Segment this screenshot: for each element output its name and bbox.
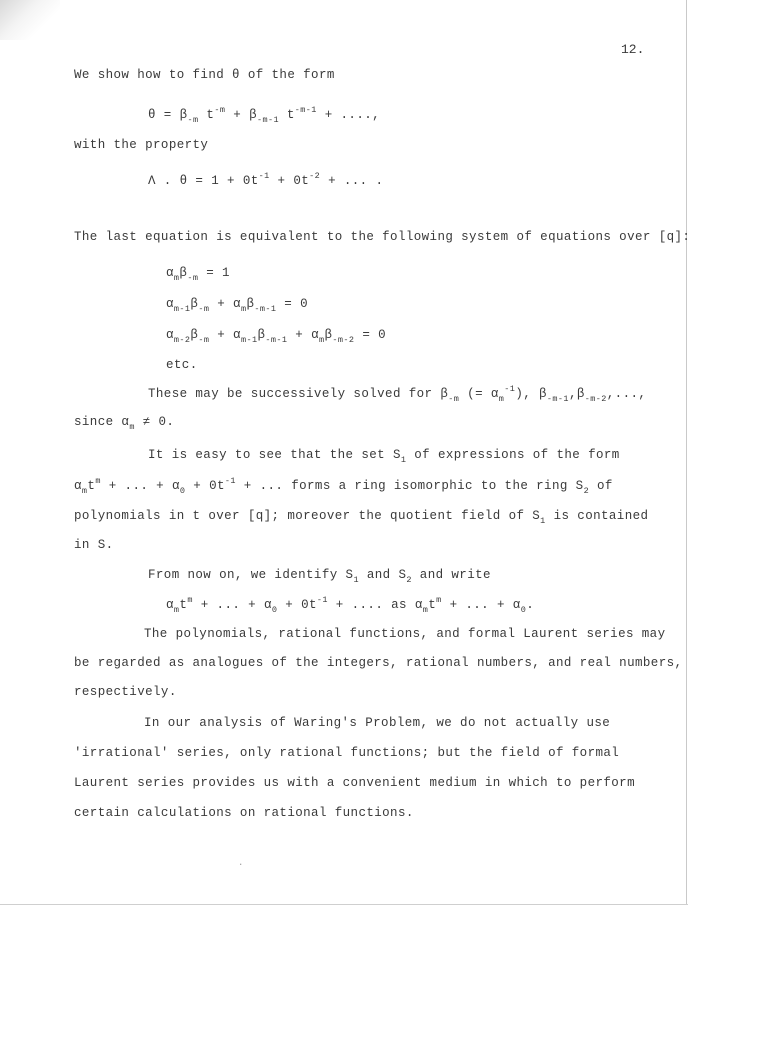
system-intro-text: The last equation is equivalent to the following system of equations over [q]: (74, 230, 691, 244)
waring-line-4: certain calculations on rational functions. (74, 806, 414, 820)
from-now-text: From now on, we identify $S_1$ and $S_2$ and write (148, 568, 491, 585)
since-text: since $\alpha_m \ne 0$. (74, 415, 175, 432)
system-equation-3: $\alpha_{m-2}\beta_{-m} + \alpha_{m-1}\beta_{-m-1} + \alpha_m\beta_{-m-2} = 0$ (166, 328, 387, 345)
page-edge-bottom (0, 904, 688, 905)
easy-to-see-text: It is easy to see that the set $S_1$ of expressions of the form (148, 448, 620, 465)
polynomials-text: polynomials in t over [q]; moreover the quotient field of $S_1$ is contained (74, 509, 649, 526)
analogues-line-2: be regarded as analogues of the integers, rational numbers, and real numbers, (74, 656, 683, 670)
page-number: 12. (621, 42, 645, 57)
equation-theta: $\theta = \beta_{-m}$ $t^{-m} + \beta_{-m-1}$ $t^{-m-1}$ + ...., (148, 105, 381, 125)
equation-lambda: Λ . $\theta = 1 + 0t^{-1} + 0t^{-2}$ + ... . (148, 171, 384, 188)
waring-line-2: 'irrational' series, only rational functions; but the field of formal (74, 746, 620, 760)
scan-shadow (0, 0, 60, 40)
analogues-line-3: respectively. (74, 685, 177, 699)
intro-text: We show how to find θ of the form (74, 68, 335, 82)
waring-line-1: In our analysis of Waring's Problem, we do not actually use (144, 716, 611, 730)
solved-text: These may be successively solved for $\beta_{-m}$ (= $\alpha_m^{-1}$), $\beta_{-m-1},\beta_{-m-2}$,..., (148, 384, 647, 404)
analogues-line-1: The polynomials, rational functions, and formal Laurent series may (144, 627, 666, 641)
waring-line-3: Laurent series provides us with a convenient medium in which to perform (74, 776, 635, 790)
write-equation: $\alpha_mt^m$ + ... + $\alpha_0 + 0t^{-1}$ + .... as $\alpha_mt^m$ + ... + $\alpha_0$. (166, 595, 535, 615)
scan-speck: · (238, 860, 244, 870)
in-s-text: in S. (74, 538, 114, 552)
form-expression-text: $\alpha_mt^m$ + ... + $\alpha_0 + 0t^{-1}$ + ... forms a ring isomorphic to the ring $S_2$ of (74, 476, 613, 496)
system-equation-2: $\alpha_{m-1}\beta_{-m} + \alpha_m\beta_{-m-1} = 0$ (166, 297, 308, 314)
system-equation-1: $\alpha_m\beta_{-m} = 1$ (166, 266, 230, 283)
etc-text: etc. (166, 358, 198, 372)
with-property-text: with the property (74, 138, 209, 152)
page-edge-right (686, 0, 687, 905)
